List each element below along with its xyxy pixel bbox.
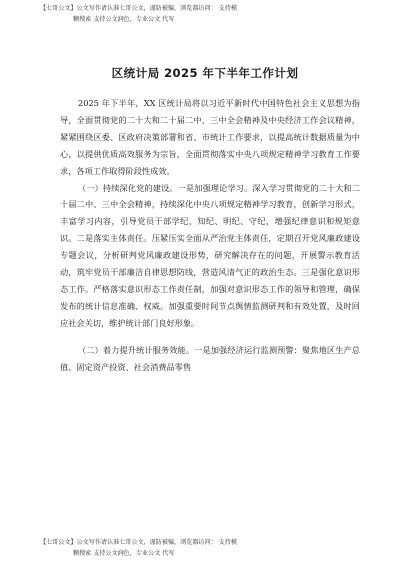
header-note-line-1: 【七哥公文】公文写作请认准七哥公文，谨防被骗，浏览器访问： 支持模 (40, 5, 237, 12)
document-title: 区统计局 2025 年下半年工作计划 (111, 66, 299, 80)
watermark-header-note (40, 3, 380, 25)
document-body (60, 95, 360, 376)
paragraph-service-efficiency: （二）着力提升统计服务效能。一是加强经济运行监测预警：聚焦地区生产总值、固定资产投资、社会消费品零售 (60, 344, 360, 372)
watermark-footer-note (40, 537, 380, 559)
paragraph-intro: 2025 年下半年，XX 区统计局将以习近平新时代中国特色社会主义思想为指导，全面贯彻党的二十大和二十届二中、三中全会精神及中央经济工作会议精神，紧紧围绕区委、区政府决策部署和省、市统计工作要求，以提高统计数据质量为中心，以提供优质高效服务为宗旨，全面贯彻落实中央八项规定精神学习教育工作要求，各项工作取得阶段性成效。 (60, 98, 360, 176)
footer-note-line-1: 【七哥公文】公文写作请认准七哥公文，谨防被骗，浏览器访问： 支持模 (40, 539, 237, 546)
footer-note-line-2: 糊搜索 支持公文润色，专业公文 代写 (73, 550, 175, 557)
paragraph-party-building: （一）持续深化党的建设。一是加强理论学习。深入学习贯彻党的二十大和二十届二中、三中全会精神，持续深化中央八项规定精神学习教育，创新学习形式，丰富学习内容，引导党员干部学纪、知纪、明纪、守纪，增强纪律意识和规矩意识。二是落实主体责任。压紧压实全面从严治党主体责任，定期召开党风廉政建设专题会议，分析研判党风廉政建设形势，研究解决存在的问题，开展警示教育活动，筑牢党员干部廉洁自律思想防线，营造风清气正的政治生态。三是强化意识形态工作。严格落实意识形态工作责任制，加强对意识形态工作的领导和管理，确保发布的统计信息准确、权威。加强重要时间节点舆情监测研判和有效处置，及时回应社会关切，维护统计部门良好形象。 (60, 182, 360, 328)
header-note-line-2: 糊搜索 支持公文润色，专业公文 代写 (73, 16, 175, 23)
